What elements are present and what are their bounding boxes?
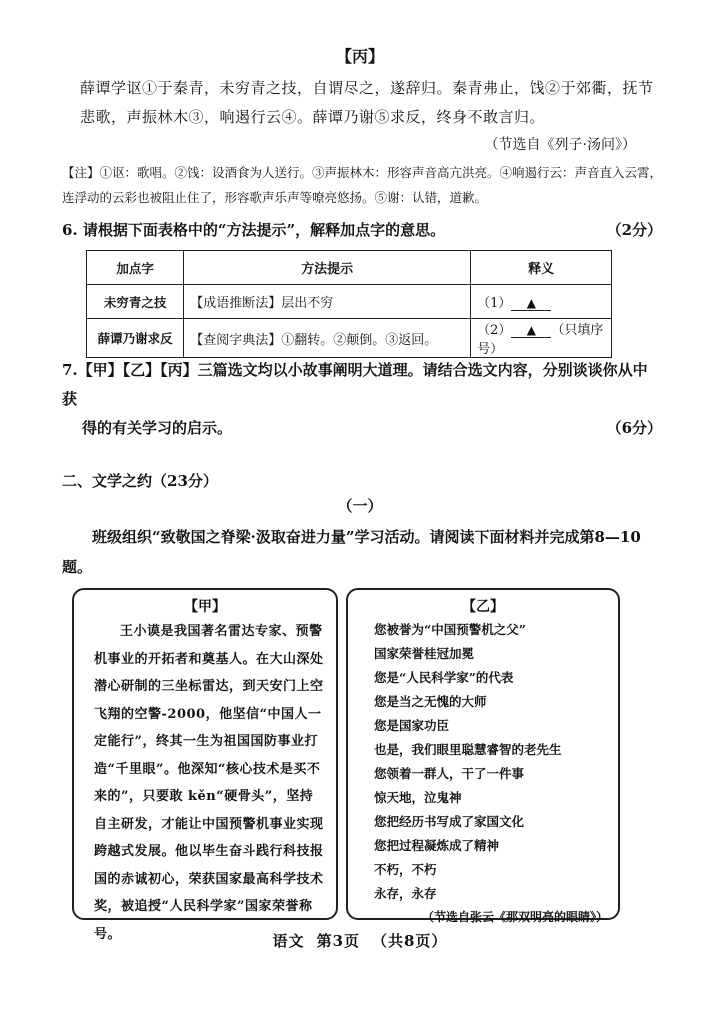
poem-line: 您把经历书写成了家国文化	[374, 814, 525, 829]
poem-line: 您是当之无愧的大师	[374, 694, 487, 709]
answer-number: （1）	[477, 296, 512, 311]
table-row	[87, 285, 612, 319]
answer-blank[interactable]: ▲	[511, 296, 551, 311]
poem-lines	[374, 618, 610, 906]
table-cell-word: 薛谭乃谢求反	[87, 319, 184, 358]
table-header: 释义	[471, 251, 612, 285]
passage-notes: 【注】①讴：歌唱。②饯：设酒食为人送行。③声振林木：形容声音高亢洪亮。④响遏行云：声音直入云霄，连浮动的云彩也被阻止住了，形容歌声乐声等嘹亮悠扬。⑤谢：认错，道歉。	[62, 165, 663, 205]
subsection-heading: （一）	[337, 497, 383, 515]
poem-source: （节选自张云《那双明亮的眼睛》）	[421, 910, 608, 924]
footer-total: （共8页）	[372, 932, 448, 950]
box-jia-title: 【甲】	[184, 599, 226, 615]
footer-subject: 语文	[272, 932, 305, 950]
table-cell-method: 【成语推断法】层出不穷	[184, 285, 471, 319]
table-cell-answer[interactable]	[471, 319, 612, 358]
poem-line: 您领着一群人，干了一件事	[374, 766, 525, 781]
table-header: 加点字	[87, 251, 184, 285]
passage-paragraph: 薛谭学讴①于秦青，未穷青之技，自谓尽之，遂辞归。秦青弗止，饯②于郊衢，抚节悲歌，声振林木③，响遏行云④。薛谭乃谢⑤求反，终身不敢言归。	[80, 79, 654, 126]
answer-number: （2）	[477, 323, 512, 338]
passage-title: 【丙】	[335, 47, 384, 66]
page-footer	[0, 930, 720, 951]
box-yi-title: 【乙】	[462, 599, 504, 615]
poem-line: 永存，永存	[374, 886, 437, 901]
poem-line: 惊天地，泣鬼神	[374, 790, 462, 805]
question-6	[62, 219, 662, 240]
poem-line: 不朽，不朽	[374, 862, 437, 877]
question-7-line1: 7.【甲】【乙】【丙】三篇选文均以小故事阐明大道理。请结合选文内容，分别谈谈你从中获	[62, 361, 648, 408]
box-jia-text: 王小谟是我国著名雷达专家、预警机事业的开拓者和奠基人。在大山深处潜心研制的三坐标雷达，到天安门上空飞翔的空警-2000，他坚信“中国人一定能行”，终其一生为祖国国防事业打造“千里眼”。他深知“核心技术是买不来的”，只要敢 kěn“硬骨头”，坚持自主研发，才能让中国预警机事业实现跨越式发展。他以毕生奋斗践行科技报国的赤诚初心，荣获国家最高科学技术奖，被追授“人民科学家”国家荣誉称号。	[94, 624, 324, 942]
poem-line: 您是“人民科学家”的代表	[374, 670, 514, 685]
passage-source: （节选自《列子·汤问》）	[484, 137, 636, 153]
question-6-text: 6. 请根据下面表格中的“方法提示”，解释加点字的意思。	[62, 221, 446, 239]
poem-line: 您是国家功臣	[374, 718, 450, 733]
table-header-row	[87, 251, 612, 285]
section-heading: 二、文学之约（23分）	[62, 472, 218, 490]
question-7	[62, 356, 662, 443]
poem-line: 您被誉为“中国预警机之父”	[374, 622, 526, 637]
table-cell-answer[interactable]	[471, 285, 612, 319]
section-intro: 班级组织“致敬国之脊梁·汲取奋进力量”学习活动。请阅读下面材料并完成第8—10题。	[62, 528, 641, 576]
table-row	[87, 319, 612, 358]
poem-line: 国家荣誉桂冠加冕	[374, 646, 475, 661]
answer-note: （只填序号）	[477, 323, 604, 357]
table-cell-word: 未穷青之技	[87, 285, 184, 319]
question-7-line2-wrap	[62, 414, 662, 443]
question-6-score: （2分）	[606, 221, 662, 239]
poem-line: 也是，我们眼里聪慧睿智的老先生	[374, 742, 562, 757]
question-7-score: （6分）	[606, 419, 662, 437]
table-cell-method: 【查阅字典法】①翻转。②颠倒。③返回。	[184, 319, 471, 358]
material-box-yi	[346, 588, 620, 924]
question-7-line2: 得的有关学习的启示。	[82, 419, 233, 437]
answer-blank[interactable]: ▲	[511, 323, 551, 338]
footer-page: 第3页	[316, 932, 360, 950]
method-table	[86, 250, 612, 358]
table-header: 方法提示	[184, 251, 471, 285]
poem-line: 您把过程凝炼成了精神	[374, 838, 500, 853]
